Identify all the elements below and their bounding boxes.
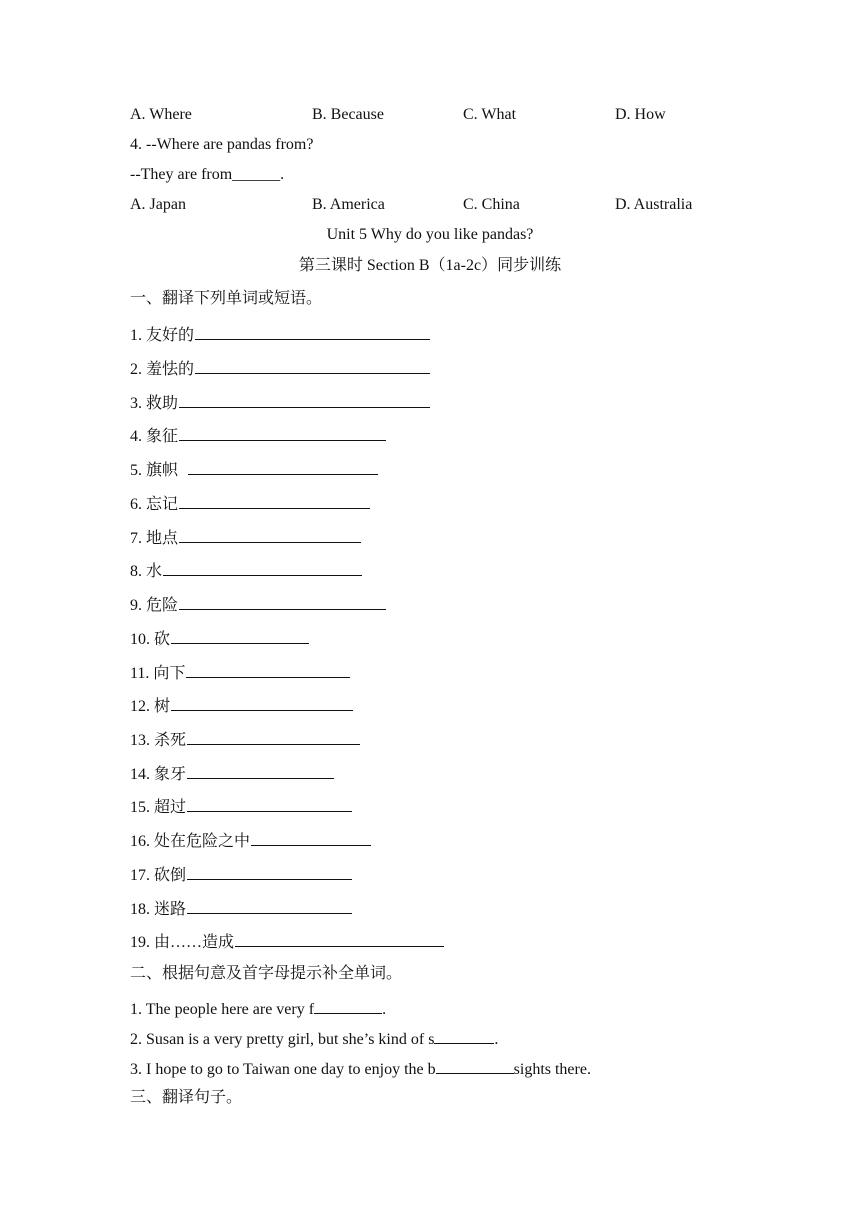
vocab-item-8: 8. 水 <box>130 559 362 582</box>
fill-item-1: 1. The people here are very f . <box>130 997 386 1020</box>
q3-option-a: A. Where <box>130 106 192 123</box>
vocab-item-10: 10. 砍 <box>130 627 309 650</box>
fill-item-3: 3. I hope to go to Taiwan one day to enjoy the b sights there. <box>130 1057 591 1080</box>
vocab-item-9: 9. 危险 <box>130 593 386 616</box>
vocab-item-15: 15. 超过 <box>130 795 352 818</box>
vocab-item-16: 16. 处在危险之中 <box>130 829 371 852</box>
vocab-item-7: 7. 地点 <box>130 526 361 549</box>
vocab-item-4: 4. 象征 <box>130 424 386 447</box>
q4-option-a: A. Japan <box>130 196 186 213</box>
unit-title: Unit 5 Why do you like pandas? <box>326 226 534 243</box>
q3-option-b: B. Because <box>312 106 384 123</box>
q4-answer-prefix: --They are from <box>130 166 233 183</box>
vocab-item-3: 3. 救助 <box>130 391 430 414</box>
q4-answer-line <box>130 165 284 185</box>
q4-question: 4. --Where are pandas from? <box>130 136 314 153</box>
q4-answer-blank: ______ <box>232 166 281 183</box>
vocab-item-1: 1. 友好的 <box>130 323 430 346</box>
q3-option-c: C. What <box>463 106 517 123</box>
vocab-item-17: 17. 砍倒 <box>130 863 352 886</box>
q4-option-d: D. Australia <box>615 196 693 213</box>
q3-option-d: D. How <box>615 106 666 123</box>
lesson-title: 第三课时 Section B（1a-2c）同步训练 <box>298 257 562 274</box>
vocab-item-11: 11. 向下 <box>130 661 350 684</box>
vocab-item-13: 13. 杀死 <box>130 728 360 751</box>
vocab-item-12: 12. 树 <box>130 694 353 717</box>
vocab-item-18: 18. 迷路 <box>130 897 352 920</box>
vocab-item-14: 14. 象牙 <box>130 762 334 785</box>
section1-heading: 一、翻译下列单词或短语。 <box>130 290 323 307</box>
vocab-item-6: 6. 忘记 <box>130 492 370 515</box>
q4-option-c: C. China <box>463 196 520 213</box>
vocab-item-2: 2. 羞怯的 <box>130 357 430 380</box>
q4-answer-suffix: . <box>280 166 285 183</box>
vocab-item-5: 5. 旗帜 <box>130 458 378 481</box>
vocab-item-19: 19. 由……造成 <box>130 930 444 953</box>
fill-item-2: 2. Susan is a very pretty girl, but she’s kind of s . <box>130 1027 498 1050</box>
section2-heading: 二、根据句意及首字母提示补全单词。 <box>130 965 403 982</box>
q4-option-b: B. America <box>312 196 385 213</box>
section3-heading: 三、翻译句子。 <box>130 1089 243 1106</box>
